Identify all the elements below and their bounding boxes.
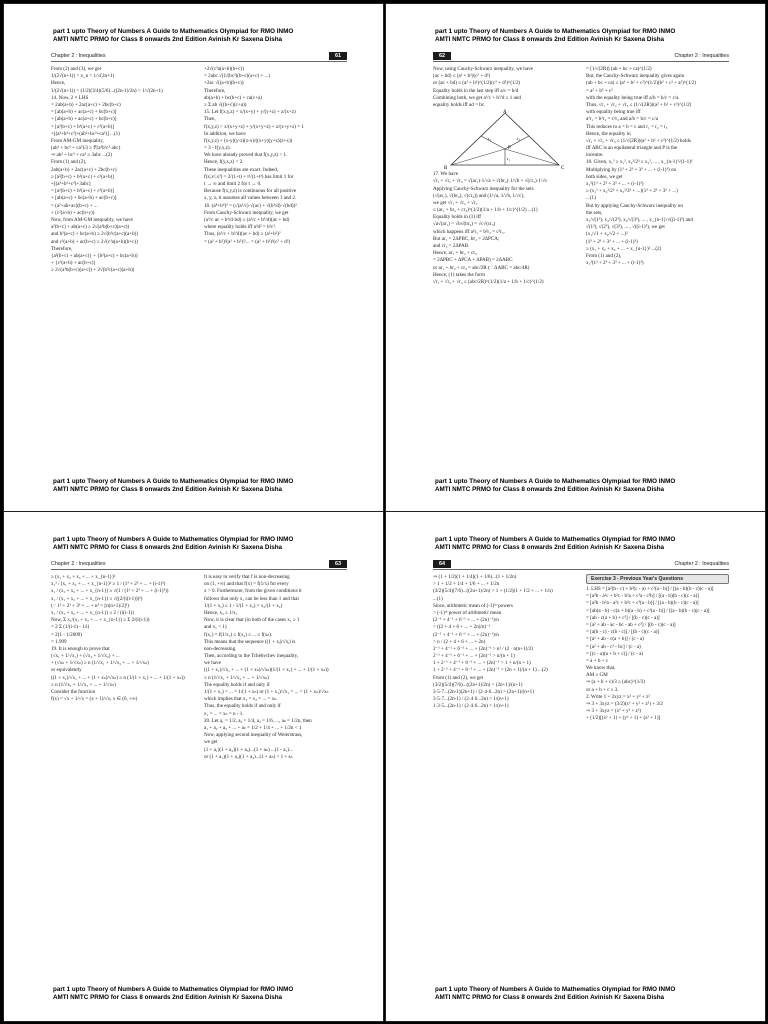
text-line: = 2abc √(1/(bc²)(b+c)(a+c) + ...): [204, 73, 271, 80]
text-line: = 2(1 - 1/2009): [51, 631, 83, 638]
text-line: 20. Let a₁ = 1/2, a₂ = 1/4, a₃ = 1/6, ..., aₙ = 1/2n, then: [204, 717, 312, 724]
text-line: > 1 + 1/2 + 1/4 + 1/6 + ... + 1/2n: [433, 581, 500, 588]
text-line: x, y, z, it assumes all values between 1 and 2.: [204, 195, 297, 202]
left-column: [51, 66, 194, 462]
text-line: Therefore,: [204, 87, 226, 94]
text-line: (√(ar₁), √(br₂), √(cr₃)) and (1/√a, 1/√b, 1/√c),: [433, 192, 525, 199]
text-line: = [ab(a - b) - c(a + b)(a - b) + c²(a - b)] / [(a - b)(b - c)(c - a)]: [586, 607, 710, 614]
chapter-label: Chapter 2 : Inequalities: [674, 561, 729, 567]
text-line: 1·3·5...(2n-1) / (2·4·6...2n) > 1/(n+1): [433, 703, 509, 710]
text-line: But, the Cauchy-Schwarz inequality gives again: [586, 73, 685, 80]
vertex-label-c: C: [561, 166, 565, 172]
text-line: Hence, (1) takes the form: [433, 271, 485, 278]
page-quadrant-4: [386, 512, 765, 1021]
text-line: = [a² + ab - c² - bc] / (c - a): [586, 643, 641, 650]
text-line: which implies that x₁ = x₂ = ... = xₙ.: [204, 696, 278, 703]
text-line: where equality holds iff a²d² = b²c².: [204, 224, 277, 231]
text-line: 2⁻¹ + 4⁻¹ + 6⁻¹ + ... + (2n)⁻¹ > n² / (2 · n(n+1)/2): [433, 645, 533, 652]
text-line: √r₁ + √r₂ + √r₃ ≤ (1/√(2R))(a² + b² + c²)^(1/2) holds: [586, 137, 691, 144]
text-line: ≥ (x₁ + x₂ + x₃ + ... + x_{n-1})² ...(2): [586, 245, 662, 252]
text-line: 1/(1 + x₁) = ... = 1/(1 + xₙ) or (1 + x₁)/√x₁ = ... = (1 + xₙ)/√xₙ: [204, 689, 329, 695]
text-line: + (c²(a+b) + ac(b+c)): [51, 209, 95, 216]
text-line: f(x,x²,x³) = 2/(1+t) + t²/(1+t²) has limit 1 for: [204, 173, 294, 180]
text-line: = [a²(b+c) + b²(a+c) + c²(a+b)]: [51, 188, 114, 195]
text-line: Equality holds in the last step iff a/c = b/d: [433, 87, 519, 94]
chapter-label: Chapter 2 : Inequalities: [51, 53, 106, 59]
text-line: (ac + bd) ≤ (a² + b²)(c² + d²): [433, 73, 491, 80]
text-line: This means that the sequence ((1 + xᵢ)/√xᵢ) is: [204, 638, 296, 645]
text-line: > (-1)ᵗʰ power of arithmetic mean: [433, 609, 502, 616]
text-line: From (2) and (3), we get: [51, 66, 102, 72]
text-line: 1/(2√(n+1)) < (1/2)(3/4)(5/6)...((2n-1)/2n) < 1/√(2n+1): [51, 87, 163, 94]
footer-caption: part 1 upto Theory of Numbers A Guide to Mathematics Olympiad for RMO INMO AMTI NMTC PRMO for Class 8 onwards 2nd Edition Avinish Kr Saxena Disha: [435, 478, 676, 494]
text-line: Hence, the equality in: [586, 130, 631, 137]
text-line: ((1 + x₁)/√x₁ + ... + (1 + xₙ)/√xₙ)(1/(1 + x₁) + ... + 1/(1 + xₙ)): [204, 667, 329, 674]
text-line: Because f(x,y,z) is continuous for all positive: [204, 188, 297, 195]
page-number: 61: [329, 52, 347, 60]
text-line: ⇒ ab³ + bc³ + ca³ ≥ 3abc ...(2): [51, 152, 113, 159]
text-line: + (1/2)[(x² + 1) + (y² + 1) + (z² + 1)]: [586, 715, 661, 722]
text-line: = [a²(b+c) + b²(a+c) + c²(a+b)]: [51, 123, 114, 130]
text-line: 1 + 2⁻¹ + 4⁻¹ + 6⁻¹ + ... + (2n)⁻¹ > 1 + n/(n + 1): [433, 660, 531, 667]
book-page: [51, 52, 347, 462]
text-line: ab(a+b) + bc(b+c) + ca(c+a): [204, 94, 262, 101]
text-line: x₁ = ... = xₙ = n - 1.: [204, 710, 244, 717]
text-line: or (1 + a₁)(1 + a₂)(1 + a₃)...(1 + aₙ) > 1 + sₙ: [204, 753, 293, 760]
text-line: √a√(ar₁) = √b√(br₂) = √c√(cr₃): [433, 221, 496, 228]
text-line: From (1) and (2),: [51, 159, 87, 166]
text-line: AM ≥ GM: [586, 672, 608, 679]
text-line: f(x₁) = f(1/x₁) ≤ f(x₂) ≤ ... ≤ f(xₙ).: [204, 631, 273, 638]
left-column: [51, 574, 194, 970]
text-line: 1/(2√(n+1)) < x_n < 1/√(2n+1): [51, 73, 115, 80]
triangle-figure: [433, 109, 576, 171]
text-line: x₁/√(1³), x₂/√(2³), x₃/√(3³), ... , x_{n-1}/√((i-1)³) and: [586, 216, 693, 223]
text-line: (3/2)(5/4)(7/6)...((2n+1)/2n) > (2n+1)/(n+1): [433, 681, 523, 688]
point-label-p: P: [508, 146, 511, 152]
text-line: = 2 Σ (1/(i-1) - 1/i): [51, 624, 90, 631]
text-line: (x₁/√1 + x₂/√2 + ...)²: [586, 231, 628, 238]
text-line: x₁ / (x₁ + x₂ + ... + x_{n-1}) ≥ √(1 / (1³ + 2³ + ... + (i-1)³)): [51, 588, 169, 595]
text-line: > n / (2 + 4 + 6 + ... + 2n): [433, 638, 486, 645]
footer-caption: part 1 upto Theory of Numbers A Guide to Mathematics Olympiad for RMO INMO AMTI NMTC PRMO for Class 8 onwards 2nd Edition Avinish Kr Saxena Disha: [53, 986, 294, 1002]
text-line: 16. (a⁴+b⁴)² = (√(a³/c)·√(ac) + √(b³/d)·√(bd))²: [204, 202, 297, 209]
page-quadrant-1: [4, 4, 383, 513]
text-line: (ab + bc + ca) ≤ (a² + b² + c²)^(1/2)(b² + c² + a²)^(1/2): [586, 80, 697, 87]
text-line: Thus, the equality holds if and only if: [204, 703, 281, 710]
text-line: Applying Cauchy-Schwarz inequality for the sets: [433, 185, 534, 192]
text-line: = [ab(a+b) + ac(a+c) + bc(b+c)]: [51, 109, 117, 116]
text-line: {a²(b+c) + ab(a+c)} + {b²(a+c) + bc(a+b)}: [51, 252, 139, 259]
text-line: x₁² / (x₁ + x₂ + ... + x_{n-1})² ≥ 1 / (1³ + 2³ + ... + (i-1)³): [51, 581, 166, 588]
text-line: (2⁻¹ + 4⁻¹ + 6⁻¹ + ... + (2n)⁻¹)/n: [433, 631, 499, 638]
text-line: the sets,: [586, 209, 603, 216]
left-column: [433, 574, 576, 970]
text-line: 3·5·7...(2n-1) / (2·4·6...2n) > 1/(n+1): [433, 696, 509, 703]
chapter-bar: [51, 560, 347, 570]
text-line: a₁ + a₂ + a₃ + ... + aₙ = 1/2 + 1/4 + ... + 1/2n < 1: [204, 724, 302, 731]
text-line: √r₁ + √r₂ + √r₃ ≤ (abc/2R)^(1/2)(1/a + 1/b + 1/c)^(1/2): [433, 278, 544, 285]
text-line: (2⁻¹ + 4⁻¹ + 6⁻¹ + ... + (2n)⁻¹)/n: [433, 617, 499, 624]
header-caption: part 1 upto Theory of Numbers A Guide to Mathematics Olympiad for RMO INMO AMTI NMTC PRMO for Class 8 onwards 2nd Edition Avinish Kr Saxena Disha: [53, 536, 294, 552]
text-line: √(1³), √(2³), √(3³), ... , √((i-1)³), we get: [586, 224, 665, 231]
text-line: The equality holds if and only if: [204, 681, 270, 688]
text-line: Thus, (a³/c + b³/d)(ac + bd) ≥ (a²+b²)²: [204, 231, 281, 238]
text-line: (ab³ + bc³ + ca³)/3 ≥ ∛(a³b³c³·abc): [51, 145, 121, 152]
text-line: 1 + 2⁻¹ + 4⁻¹ + 6⁻¹ + ... + (2n)⁻¹ > (2n + 1)/(n + 1) ...(2): [433, 667, 548, 674]
header-caption: part 1 upto Theory of Numbers A Guide to Mathematics Olympiad for RMO INMO AMTI NMTC PRMO for Class 8 onwards 2nd Edition Avinish Kr Saxena Disha: [435, 28, 676, 44]
text-line: From Cauchy-Schwarz inequality, we get: [204, 209, 289, 216]
right-column: [204, 66, 347, 462]
text-line: We have already proved that f(x,y,z) > 1.: [204, 152, 288, 159]
text-line: iff ΔBC is an equilateral triangle and P is the: [586, 145, 678, 152]
text-line: f(x,y,z) > x/(x+y+z) + y/(x+y+z) + z/(x+y+z) = 1: [204, 123, 304, 130]
text-line: Multiplying by (1³ + 2³ + 3³ + ... + (i-1)³) on: [586, 166, 677, 173]
text-line: = (1/√(2R)) (ab + bc + ca)^(1/2): [586, 66, 652, 72]
text-line: and cr₃ = 2ΔPAB.: [433, 243, 470, 249]
text-line: Since, arithmetic mean of (-1)ᵗʰ powers: [433, 602, 513, 609]
text-line: we get: [204, 739, 218, 746]
text-line: Equality holds in (1) iff: [433, 214, 482, 221]
text-line: 15. Let f(x,y,z) = x/(x+y) + y/(y+z) + z/(x+z): [204, 109, 296, 116]
text-line: = [a(b - c) - c(b - c)] / [(b - c)(c - a)]: [586, 629, 660, 636]
text-line: follows that only x₁ can be less than 1 and that: [204, 595, 299, 602]
text-line: Now, applying second inequality of Weierstrass,: [204, 732, 303, 739]
text-line: 1. LHS = [a²(b - c) + b²(c - a) + c²(a - b)] / [(a - b)(b - c)(c - a)]: [586, 586, 714, 592]
segment-label-r3: r₃: [517, 136, 521, 142]
text-line: or equivalently: [51, 667, 82, 674]
segment-label-r1: r₁: [507, 156, 511, 162]
text-line: ≤ (ar₁ + br₂ + cr₃)^(1/2)(1/a + 1/b + 1/c)^(1/2) ...(1): [433, 207, 538, 214]
text-line: 19. It is enough to prove that: [51, 645, 110, 652]
text-line: = [(c - a)(a + b + c)] / (c - a): [586, 650, 644, 657]
text-line: ...(1): [586, 195, 596, 202]
text-line: From AM-GM inequality,: [51, 137, 104, 144]
text-line: and c²(a+b) + ac(b+c) ≥ 2√(c³a(a+b)(b+c)): [51, 238, 138, 245]
text-line: Therefore,: [51, 245, 73, 252]
text-line: 18. Given, x₁² ≥ x₁², x₂²/2³ ≥ x₂², ... , x_{n-1}²/(1-1)²: [586, 159, 693, 166]
text-line: 2. Write 1 + 2xyz = x² + y² + z²: [586, 693, 650, 700]
text-line: ⇒ 3 + 3xyz = (3/2)(x² + y² + z²) + 3/2: [586, 701, 663, 707]
text-line: = 2ΔPBC + ΔPCA + ΔPAB) = 2ΔABC: [433, 257, 513, 264]
text-line: (1³ + 2³ + 3³ + ... + (i-1)³): [586, 238, 638, 245]
text-line: which happens iff a²r₁ = b²r₂ = c²r₃.: [433, 228, 505, 235]
text-line: = a + b + c: [586, 657, 609, 664]
vertex-label-a: A: [503, 110, 507, 116]
text-line: = [a²b - b²a - a²c + b²c + c²(a - b)] / [(a - b)(b - c)(c - a)]: [586, 600, 699, 607]
book-page: [433, 52, 729, 462]
text-line: ⇒ (a + b + c)/3 ≥ (abc)^(1/3): [586, 679, 645, 686]
text-line: It is easy to verify that f is non-decreasing: [204, 574, 290, 580]
text-line: x₁ / (x₁ + x₂ + ... + x_{n-1}) ≥ √((2/(i(i-1)))²): [51, 595, 143, 602]
text-line: Hence, f(y,x,z) < 2.: [204, 159, 244, 166]
chapter-bar: [51, 52, 347, 62]
text-line: +2√(c³a(a+b)(b+c)): [204, 66, 244, 72]
text-line: + (√xₙ + 1/√xₙ) ≥ n (1/√x₁ + 1/√x₂ + ... + 1/√xₙ): [51, 660, 149, 667]
text-line: Thus, √r₁ + √r₂ + √r₃ ≤ (1/√(2R))(a² + b² + c²)^(1/2): [586, 101, 692, 108]
text-line: 2⁻¹ + 4⁻¹ + 6⁻¹ + ... + (2n)⁻¹ > n/(n + 1): [433, 653, 515, 660]
right-column: [586, 574, 729, 970]
text-line: incentre.: [586, 152, 604, 159]
chapter-bar: [433, 52, 729, 62]
text-line: a²r₁ = b²r₂ = c²r₃ and a/b = b/c = c/a: [586, 116, 659, 123]
left-column: [433, 66, 576, 462]
text-line: 3·5·7...(2n-1)(2n+1) / (2·4·6...2n) > (2n+1)/(n+1): [433, 689, 534, 695]
chapter-label: Chapter 2 : Inequalities: [51, 561, 106, 567]
text-line: Hence, ar₁ + br₂ + cr₃: [433, 250, 477, 257]
footer-caption: part 1 upto Theory of Numbers A Guide to Mathematics Olympiad for RMO INMO AMTI NMTC PRMO for Class 8 onwards 2nd Edition Avinish Kr Saxena Disha: [53, 478, 294, 494]
text-line: 1/(1 + x₁) ≤ 1 - 1/(1 + x₂) = x₂/(1 + x₂): [204, 602, 283, 609]
text-line: = [a² + ab - ac - bc - ab + c²] / [(b - c)(c - a)]: [586, 621, 676, 628]
text-line: +2ac √((a+b)(b+c)): [204, 80, 244, 87]
text-line: = [a²b - a²c + b²c - b²a + c²a - c²b] / [(a - b)(b - c)(c - a)]: [586, 593, 699, 600]
text-line: = [a² + ab - c(a + b)] / (c - a): [586, 636, 644, 643]
text-line: ≥ 2√(a³b(b+c)(a+c)) + 2√(b³c(a+c)(a+b)): [51, 267, 135, 274]
vertex-label-b: B: [444, 166, 448, 172]
text-line: We know that,: [586, 665, 616, 672]
text-line: with the equality being true iff a/b = b/c = c/a: [586, 94, 679, 101]
text-line: Then,: [204, 116, 216, 123]
text-line: x > 0. Furthermore, from the given conditions it: [204, 588, 302, 595]
text-line: But by applying Cauchy-Schwarz inequality on: [586, 202, 683, 209]
text-line: Consider the function: [51, 689, 96, 695]
text-line: (√x₁ + 1/√x₁) + (√x₂ + 1/√x₂) + ...: [51, 653, 120, 660]
text-line: or ar₁ + br₂ + cr₃ = abc/2R (∵ ΔABC = abc/4R): [433, 264, 530, 271]
text-line: non-decreasing.: [204, 645, 237, 652]
text-line: Then, according to the Tchebychev inequality,: [204, 653, 299, 660]
text-line: Hence,: [51, 80, 66, 87]
text-line: x₁ / (x₁ + x₂ + ... + x_{n-1}) ≥ 2 / (i(i-1)): [51, 609, 134, 616]
right-column: [204, 574, 347, 970]
header-caption: part 1 upto Theory of Numbers A Guide to Mathematics Olympiad for RMO INMO AMTI NMTC PRMO for Class 8 onwards 2nd Edition Avinish Kr Saxena Disha: [435, 536, 676, 552]
text-line: we get √r₁ + √r₂ + √r₃: [433, 199, 478, 206]
text-line: Now, from AM-GM inequality, we have: [51, 216, 133, 223]
page-number: 62: [433, 52, 451, 60]
text-line: + {c²(a+b) + ac(b+c)}: [51, 260, 96, 267]
text-line: = 1.999: [51, 638, 67, 645]
text-line: But ar₁ = 2ΔPBC, br₂ = 2ΔPCA;: [433, 235, 500, 242]
text-line: In addition, we have: [204, 130, 246, 137]
perpendicular-r2: [481, 136, 505, 149]
text-line: From (1) and (2),: [586, 252, 622, 259]
text-line: (∵ 1³ + 2³ + 3³ + ... + n³ = [n(n+1)/2]²): [51, 602, 129, 609]
page-number: 63: [329, 560, 347, 568]
text-line: f(x,y,z) + (x-y)(y-z)(z-x)/((x+y)(y+z)(z+x)): [204, 137, 293, 144]
text-line: = 2ab(a+b) + 2ac(a+c) + 2bc(b+c): [51, 101, 121, 108]
text-line: (1 + a₁)(1 + a₂)(1 + a₃)...(1 + aₙ) ...(1 - a₁)...: [204, 746, 293, 753]
text-line: (3/2)(5/4)(7/6)...((2n+1)/2n) > 1 + (1/2)(1 + 1/2 + ... + 1/n): [433, 588, 553, 595]
text-line: t → ∞ and limit 2 for t → 0.: [204, 181, 262, 187]
text-line: Now, it is clear that (in both of the cases x₁ ≥ 1: [204, 617, 300, 624]
text-line: This reduces to a = b = c and r₁ = r₂ = r₃: [586, 123, 668, 130]
text-line: and x₁ < 1): [204, 624, 227, 631]
text-line: both sides, we get: [586, 173, 623, 180]
text-line: on (1, +∞) and that f(x) = f(1/x) for every: [204, 581, 289, 588]
text-line: = [ab - c(a + b) + c²] / [(b - c)(c - a)]: [586, 614, 660, 621]
text-line: ≥ Σ ab √((b+c)(c+a)): [204, 101, 247, 108]
text-line: x₁²(1³ + 2³ + 3³ + ... + (i-1)³): [586, 260, 644, 267]
text-line: a²(b+c) + ab(a+c) ≥ 2√(a³b(b+c)(a+c)): [51, 224, 130, 231]
text-line: Now, Σ x₁/(x₁ + x₂ + ... + x_{n-1}) ≥ Σ 2/(i(i-1)): [51, 617, 150, 624]
text-line: (a³/c·ac + b³/d·bd) ≤ (a³/c + b³/d)(ac + bd): [204, 216, 290, 223]
text-line: +[(a³+b³+c³)+(ab²+bc²+ca²)] ...(1): [51, 130, 120, 137]
text-line: Now, using Cauchy-Schwarz inequality, we have: [433, 66, 533, 72]
text-line: x₁²(1³ + 2³ + 3³ + ... + (i-1)³): [586, 181, 644, 187]
text-line: 17. We have: [433, 171, 459, 178]
text-line: = (a² + b²)²(a² + b²)²/... = (a² + b²)²(c² + d²): [204, 238, 291, 245]
chapter-label: Chapter 2 : Inequalities: [674, 53, 729, 59]
right-column: [586, 66, 729, 462]
text-line: > ((2 + 4 + 6 + ... + 2n)/n)⁻¹: [433, 624, 491, 631]
page-quadrant-3: [4, 512, 383, 1021]
footer-caption: part 1 upto Theory of Numbers A Guide to Mathematics Olympiad for RMO INMO AMTI NMTC PRMO for Class 8 onwards 2nd Edition Avinish Kr Saxena Disha: [435, 986, 676, 1002]
text-line: Hence, x₂ ≥ 1/x₁: [204, 609, 238, 616]
text-line: ≥ (x₁² + x₂²/2³ + x₃²/3³ + ...)(1³ + 2³ + 3³ + ...): [586, 188, 678, 195]
text-line: ...(1): [433, 595, 443, 602]
text-line: 14. Now, 2 × LHS: [51, 94, 89, 101]
text-line: = a² + b² + c²: [586, 87, 613, 94]
text-line: ≥ [a²(b+c) + b²(a+c) + c²(a+b)]: [51, 173, 114, 180]
page-number: 64: [433, 560, 451, 568]
text-line: ≥ (x₁ + x₂ + x₃ + ... + x_{n-1})²: [51, 574, 116, 580]
text-line: √r₁ + √r₂ + √r₃ = √(ar₁)·1/√a + √(br₂)·1/√b + √(cr₃)·1/√c: [433, 178, 548, 185]
text-line: and b²(a+c) + bc(a+b) ≥ 2√(b³c(a+c)(a+b)): [51, 231, 139, 238]
text-line: ≥ n (1/√x₁ + 1/√x₂ + ... + 1/√xₙ): [204, 674, 269, 681]
text-line: ⇒ 3 + 3xyz = (x² + y² + z²): [586, 708, 641, 715]
text-line: ((1 + x₁)/√x₁ + ... + (1 + xₙ)/√xₙ) ≥ n (1/(1 + x₁) + ... + 1/(1 + xₙ)): [51, 674, 185, 681]
text-line: + [ab(a+b) + ac(a+c) + bc(b+c)]: [51, 116, 117, 123]
text-line: = (a²+ab+ac)(b+c) + ...: [51, 202, 98, 209]
text-line: we have: [204, 660, 221, 667]
text-line: f(x) = √x + 1/√x = (x + 1)/√x, x ∈ (0, +∞): [51, 696, 138, 703]
text-line: +[(a³+b³+c³)+3abc]: [51, 181, 91, 187]
text-line: = 3 - f(y,x,z).: [204, 145, 231, 152]
text-line: Combining both, we get a³/c + b³/d ≥ 1 and: [433, 94, 521, 101]
book-page: [51, 560, 347, 970]
text-line: or a + b + c ≥ 3.: [586, 686, 619, 693]
text-line: with equality being true iff: [586, 109, 641, 116]
text-line: 2ab(a+b) + 2ac(a+c) + 2bc(b+c): [51, 166, 117, 173]
triangle-diagram: [433, 109, 576, 171]
text-line: These inequalities are exact. Indeed,: [204, 166, 279, 173]
text-line: From (1) and (2), we get: [433, 674, 484, 681]
text-line: + [ab(a+c) + bc(a+b) + ac(b+c)]: [51, 195, 117, 202]
segment-label-r2: r₂: [488, 136, 492, 142]
chapter-bar: [433, 560, 729, 570]
page-quadrant-2: [386, 4, 765, 513]
text-line: equality holds iff ad = bc.: [433, 101, 486, 108]
book-page: [433, 560, 729, 970]
exercise-heading: Exercise 3 - Previous Year's Questions: [586, 574, 729, 584]
text-line: ≥ n (1/√x₁ + 1/√x₂ + ... + 1/√xₙ): [51, 681, 116, 688]
text-line: ⇒ (1 + 1/2)(1 + 1/4)(1 + 1/6)...(1 + 1/2n): [433, 574, 517, 580]
text-line: or (ac + bd) ≤ (a² + b²)^(1/2)(c² + d²)^(1/2): [433, 80, 521, 87]
header-caption: part 1 upto Theory of Numbers A Guide to Mathematics Olympiad for RMO INMO AMTI NMTC PRMO for Class 8 onwards 2nd Edition Avinish Kr Saxena Disha: [53, 28, 294, 44]
